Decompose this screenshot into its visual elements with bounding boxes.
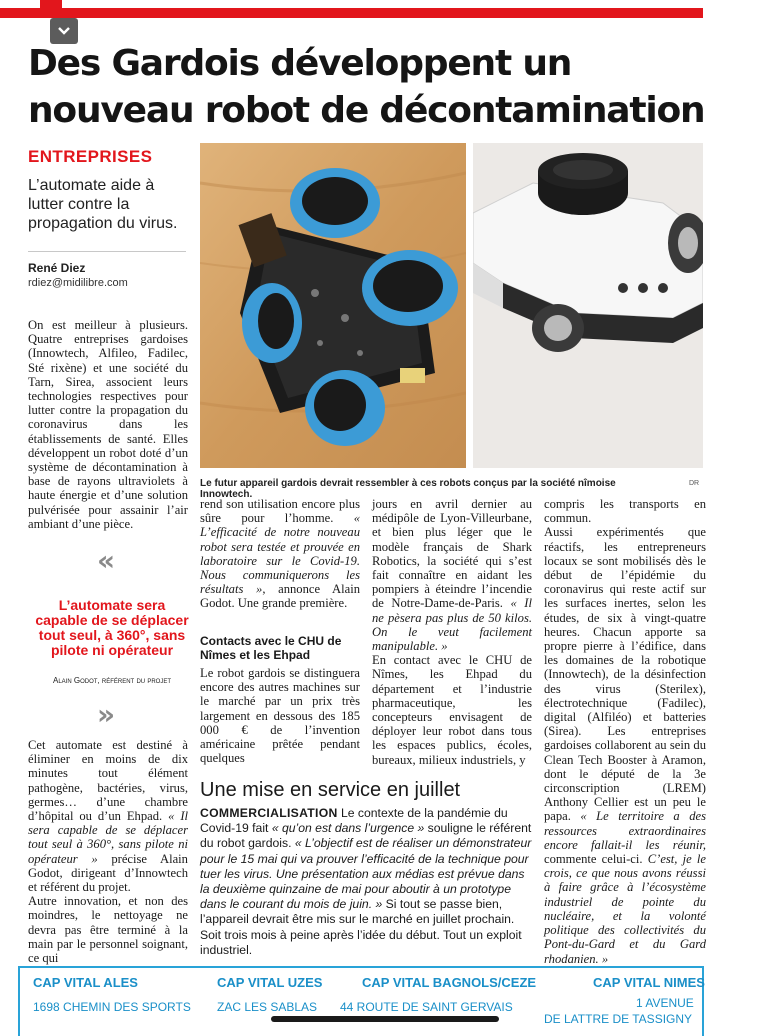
paragraph: compris les transports en commun. (544, 497, 706, 526)
quote-run: « L’objectif est de réaliser un démonstrateur pour le 15 mai qui va prouver l’efficacité de la technique pour tuer les virus. Une présentation aux médias est prévue dans la deuxième quinzaine de mai pour aboutir à un prototype dans le courant du mois de juin. » (200, 836, 532, 912)
robot-photo-right (473, 143, 703, 468)
text-run: précise Alain Godot, dirigeant d’Innowtech et référent du projet. (28, 851, 188, 895)
text-run: Cet automate est destiné à éliminer en moins de dix minutes tout élément pathogène, bactéries, virus, germes… d’une chambre d’hôpital ou d’un Ehpad. (28, 738, 188, 824)
ad-ales-address: 1698 CHEMIN DES SPORTS (33, 1000, 191, 1014)
headline: Des Gardois développent un nouveau robot de décontamination (28, 43, 705, 131)
text-run: commente celui-ci. (544, 852, 648, 867)
scroll-indicator[interactable] (271, 1016, 499, 1022)
quote-run: « qu’on est dans l’urgence » (271, 821, 425, 836)
ad-bagnols-address: 44 ROUTE DE SAINT GERVAIS (340, 1000, 513, 1014)
paragraph: En contact avec le CHU de Nîmes, les Ehpad du département et l’industrie pharmaceutique, les concepteurs envisagent de déployer leur robot dans tous les espaces publics, écoles, bureaux, milieux industriels, y (372, 653, 532, 767)
body-column-1-bottom (28, 738, 188, 965)
quote-run: « Le territoire a des ressources extraordinaires encore fallait-il les réunir, (544, 809, 706, 852)
body-column-2 (200, 497, 360, 611)
ad-nimes-address-line1: 1 AVENUE (636, 996, 694, 1010)
paragraph (372, 497, 532, 653)
paragraph (28, 738, 188, 894)
chevron-down-icon (57, 26, 71, 36)
quote-run: « Il sera capable de se déplacer tout seul à 360°, sans pilote ni opérateur » (28, 809, 189, 866)
text-run: souligne le référent du robot gardois. (200, 821, 532, 851)
text-run: Si tout se passe bien, l’appareil devrait être mis sur le marché en juillet prochain. Soit trois mois à peine après l’idée du début. Tout un exploit industriel. (200, 897, 522, 957)
top-red-bar (0, 8, 703, 18)
ad-nimes-address-line2: DE LATTRE DE TASSIGNY (544, 1012, 693, 1026)
author-email[interactable]: rdiez@midilibre.com (28, 277, 128, 289)
ad-bagnols-title: CAP VITAL BAGNOLS/CEZE (362, 975, 537, 990)
body-column-4 (544, 497, 706, 966)
photo-credit: DR (689, 480, 700, 487)
quote-run: « L’efficacité de notre nouveau robot sera testée et prouvée en laboratoire sur le Covid-19. Nous communiquerons les résultats » (200, 511, 360, 597)
pull-quote-attribution: Alain Godot, référent du projet (52, 676, 171, 685)
pull-quote: L’automate sera capable de se déplacer tout seul, à 360°, sans pilote ni opérateur (35, 597, 189, 658)
quote-close-icon: » (97, 698, 116, 731)
text-run: Le contexte de la pandémie du Covid-19 fait (200, 806, 508, 836)
commercialisation-paragraph (200, 806, 532, 958)
photo-caption: Le futur appareil gardois devrait ressembler à ces robots conçus par la société nîmoise Innowtech. (200, 478, 616, 500)
body-column-1-top (28, 318, 188, 531)
body-column-2-bottom (200, 666, 360, 765)
ad-uzes-title: CAP VITAL UZES (217, 975, 323, 990)
ad-ales-title: CAP VITAL ALES (33, 975, 138, 990)
author-name: René Diez (28, 261, 86, 275)
section-subheading: Contacts avec le CHU de Nîmes et les Ehpad (200, 634, 342, 662)
rubric-label: ENTREPRISES (28, 147, 153, 166)
inline-rubric: COMMERCIALISATION (200, 806, 338, 820)
quote-run: C’est, je le crois, ce que nous avons réussi à faire grâce à l’écosystème industriel de pointe du nucléaire, et la volonté politique des collectivités du Pont-du-Gard et du Gard rhodanien. » (544, 852, 706, 966)
text-run: , annonce Alain Godot. Une grande première. (200, 582, 360, 611)
text-run: Aussi expérimentés que réactifs, les entrepreneurs locaux se sont mobilisés dès le début de l’épidémie du coronavirus qui reste actif sur les surfaces inertes, selon les études, de six à vingt-quatre heures. Chacun apporte sa propre pierre à l’édifice, dans les domaines de la robotique (Innowtech), de la désinfection des virus (Sterilex), électrotechnique (Fadilec), digital (Alfiléo) et batteries (Sirea). Les entreprises gardoises collaborent au sein du Clean Tech Booster à Aramon, dont le député de la 3e circonscription (LREM) Anthony Cellier est un peu le papa. (544, 525, 706, 824)
section-heading: Une mise en service en juillet (200, 779, 461, 801)
quote-open-icon: « (97, 544, 116, 577)
body-column-3 (372, 497, 532, 767)
top-tab-marker (40, 0, 62, 8)
robot-photo-left (200, 143, 466, 468)
subhead: L’automate aide à lutter contre la propagation du virus. (28, 177, 178, 232)
paragraph: On est meilleur à plusieurs. Quatre entreprises gardoises (Innowtech, Alfileo, Fadilec, Sté rixène) et une société du Tarn, Sirea, associent leurs technologies respectives pour lutter contre la propagation du coronavirus dans les établissements de santé. Elles développent un robot doté d’un système de décontamination à base de rayons ultraviolets à haute énergie et d’une solution pulvérisée pour assainir l’air ambiant d’une pièce. (28, 318, 188, 531)
divider (28, 251, 186, 252)
paragraph: Le robot gardois se distinguera encore des autres machines sur le marché par un prix très largement en dessous des 185 000 € de l’invention américaine prêtée pendant quelques (200, 666, 360, 766)
ad-nimes-title: CAP VITAL NIMES (593, 975, 705, 990)
text-run: jours en avril dernier au médipôle de Lyon-Villeurbane, et bien plus léger que le modèle français de Shark Robotics, la société qui s’est fait connaître en aidant les pompiers à éteindre l’incendie de Notre-Dame-de-Paris. (372, 497, 532, 611)
paragraph (200, 497, 360, 611)
paragraph (544, 525, 706, 965)
ad-uzes-address: ZAC LES SABLAS (217, 1000, 318, 1014)
quote-run: « Il ne pèsera pas plus de 50 kilos. On le veut facilement manipulable. » (372, 596, 532, 654)
paragraph: Autre innovation, et non des moindres, le nettoyage ne devra pas être terminé à la main par le personnel soignant, ce qui (28, 894, 188, 966)
text-run: rend son utilisation encore plus sûre pour l’homme. (200, 497, 360, 526)
